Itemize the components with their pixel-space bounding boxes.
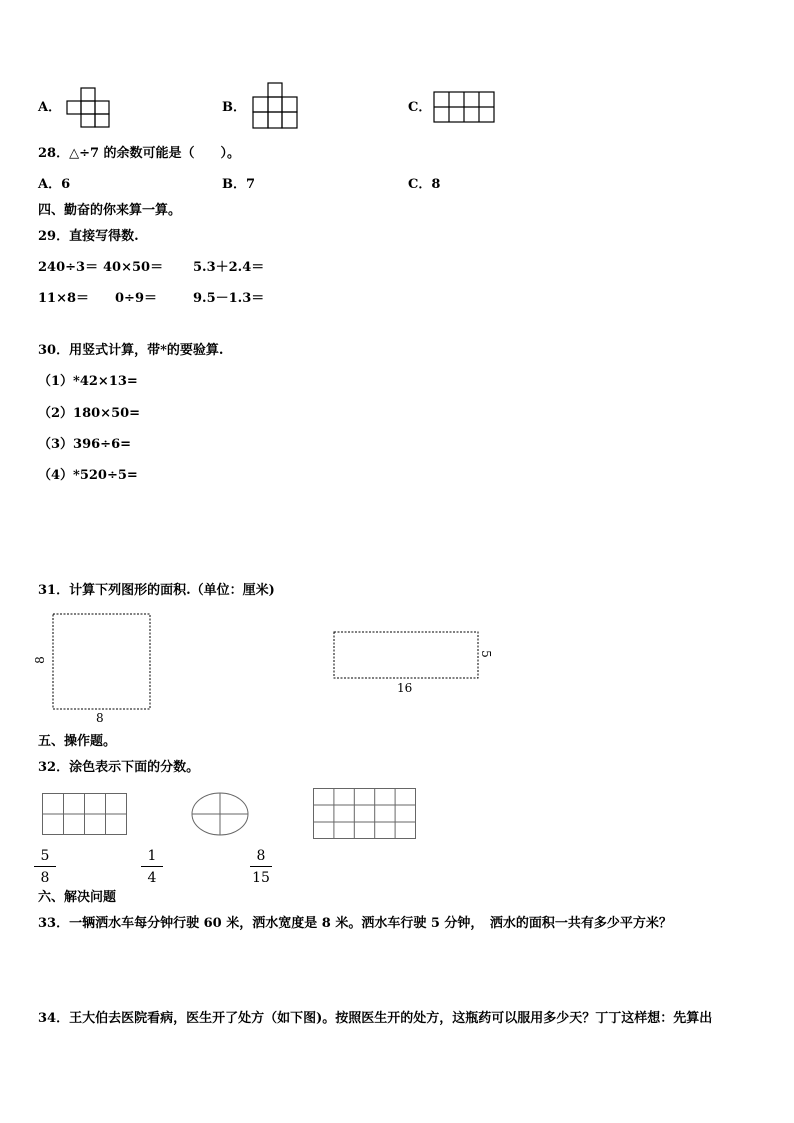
q32-fraction	[141, 848, 163, 886]
q31-rect-side-label: 5	[478, 650, 493, 658]
q31-square-figure	[52, 613, 152, 711]
q31-square-bottom-label: 8	[96, 711, 104, 725]
q32-ellipse-quarters	[190, 791, 250, 837]
q32-stem: 32．涂色表示下面的分数。	[38, 760, 200, 775]
q27-option-c-label: C．	[408, 100, 432, 115]
q32-grid-4x2	[42, 793, 128, 836]
q28-option-a: A．6	[38, 177, 71, 192]
q29-item: 11×8＝	[38, 291, 90, 306]
q28-option-b: B．7	[222, 177, 256, 192]
q28-stem: 28．△÷7 的余数可能是（ ）。	[38, 146, 241, 161]
q32-grid-5x3	[313, 788, 417, 840]
q31-rect-bottom-label: 16	[397, 681, 413, 695]
q29-item: 9.5－1.3＝	[193, 291, 265, 306]
q30-item: （3）396÷6=	[38, 437, 132, 452]
q27-option-a-figure	[67, 88, 111, 130]
q33-text: 33．一辆洒水车每分钟行驶 60 米，洒水宽度是 8 米。洒水车行驶 5 分钟， 洒水的面积一共有多少平方米？	[38, 916, 672, 931]
q30-stem: 30．用竖式计算，带*的要验算.	[38, 343, 224, 358]
q32-fraction	[250, 848, 272, 886]
fraction-denominator: 8	[40, 870, 50, 886]
q27-option-b-figure	[253, 83, 299, 131]
q27-option-a-label: A．	[38, 100, 62, 115]
fraction-bar	[250, 866, 272, 867]
q32-fraction	[34, 848, 56, 886]
q27-option-c-figure	[434, 92, 496, 124]
section-5-heading: 五、操作题。	[38, 734, 117, 749]
fraction-numerator: 1	[147, 848, 157, 864]
q29-stem: 29．直接写得数.	[38, 229, 139, 244]
q31-rect-figure	[333, 631, 480, 680]
fraction-denominator: 4	[147, 870, 157, 886]
fraction-numerator: 5	[40, 848, 50, 864]
section-6-heading: 六、解决问题	[38, 890, 117, 905]
q28-option-c: C．8	[408, 177, 441, 192]
q31-square-side-label: 8	[32, 656, 47, 664]
q29-item: 240÷3＝	[38, 260, 99, 275]
q30-item: （2）180×50=	[38, 406, 141, 421]
q29-item: 0÷9＝	[115, 291, 157, 306]
q29-item: 5.3＋2.4＝	[193, 260, 265, 275]
fraction-bar	[34, 866, 56, 867]
fraction-numerator: 8	[256, 848, 266, 864]
q31-stem: 31．计算下列图形的面积.（单位：厘米)	[38, 583, 275, 598]
section-4-heading: 四、勤奋的你来算一算。	[38, 203, 182, 218]
fraction-bar	[141, 866, 163, 867]
q30-item: （1）*42×13=	[38, 374, 138, 389]
q29-item: 40×50＝	[103, 260, 164, 275]
q30-item: （4）*520÷5=	[38, 468, 138, 483]
q34-text: 34．王大伯去医院看病，医生开了处方（如下图)。按照医生开的处方，这瓶药可以服用多少天？丁丁这样想：先算出	[38, 1011, 713, 1026]
fraction-denominator: 15	[252, 870, 270, 886]
q27-option-b-label: B．	[222, 100, 246, 115]
